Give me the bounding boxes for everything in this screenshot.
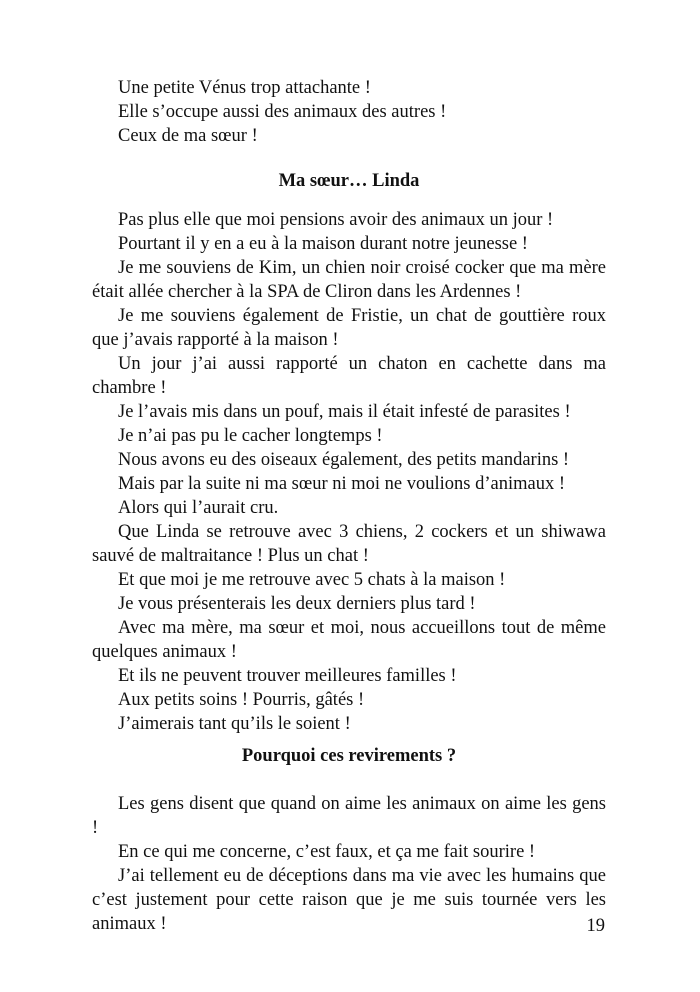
paragraph: Ceux de ma sœur ! [118, 126, 258, 146]
paragraph: Je me souviens également de Fristie, un chat de gouttière roux que j’avais rapporté à la maison ! [92, 306, 606, 350]
paragraph: Les gens disent que quand on aime les animaux on aime les gens ! [92, 794, 606, 838]
paragraph: En ce qui me concerne, c’est faux, et ça me fait sourire ! [118, 842, 536, 862]
section-heading: Pourquoi ces revirements ? [241, 746, 457, 766]
paragraph: Alors qui l’aurait cru. [118, 498, 279, 518]
paragraph: Avec ma mère, ma sœur et moi, nous accueillons tout de même quelques animaux ! [92, 618, 606, 662]
paragraph: Nous avons eu des oiseaux également, des petits mandarins ! [118, 450, 570, 470]
paragraph: Je me souviens de Kim, un chien noir croisé cocker que ma mère était allée chercher à la SPA de Cliron dans les Ardennes ! [92, 258, 606, 302]
paragraph: Pourtant il y en a eu à la maison durant notre jeunesse ! [118, 234, 528, 254]
paragraph: Mais par la suite ni ma sœur ni moi ne voulions d’animaux ! [118, 474, 566, 494]
paragraph: J’aimerais tant qu’ils le soient ! [118, 714, 351, 734]
paragraph: Et que moi je me retrouve avec 5 chats à la maison ! [118, 570, 506, 590]
page-number: 19 [586, 916, 605, 936]
section-1-text [92, 208, 606, 736]
paragraph: Pas plus elle que moi pensions avoir des animaux un jour ! [118, 210, 554, 230]
intro-text [92, 76, 606, 148]
section-2-text [92, 792, 606, 936]
paragraph: Je n’ai pas pu le cacher longtemps ! [118, 426, 383, 446]
paragraph: J’ai tellement eu de déceptions dans ma vie avec les humains que c’est justement pour cette raison que je me suis tournée vers les animaux ! [92, 866, 606, 934]
section-heading: Ma sœur… Linda [278, 171, 420, 191]
paragraph: Et ils ne peuvent trouver meilleures familles ! [118, 666, 457, 686]
paragraph: Aux petits soins ! Pourris, gâtés ! [118, 690, 365, 710]
paragraph: Je vous présenterais les deux derniers plus tard ! [118, 594, 476, 614]
paragraph: Elle s’occupe aussi des animaux des autres ! [118, 102, 447, 122]
paragraph: Une petite Vénus trop attachante ! [118, 78, 371, 98]
paragraph: Que Linda se retrouve avec 3 chiens, 2 cockers et un shiwawa sauvé de maltraitance ! Plus un chat ! [92, 522, 606, 566]
paragraph: Je l’avais mis dans un pouf, mais il était infesté de parasites ! [118, 402, 571, 422]
paragraph: Un jour j’ai aussi rapporté un chaton en cachette dans ma chambre ! [92, 354, 606, 398]
